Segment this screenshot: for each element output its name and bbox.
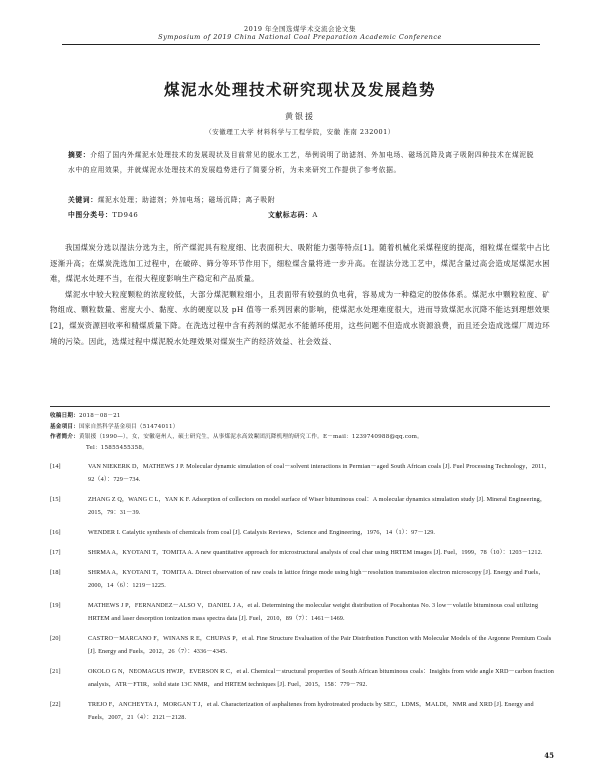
reference-text: SHRMA A，KYOTANI T，TOMITA A. A new quantitative approach for microstructural analysis of coal char using HRTEM images [J]. Fuel，1999，78（10）：1203－1212. xyxy=(88,548,543,556)
body-text xyxy=(50,240,550,349)
reference-item xyxy=(50,599,555,625)
reference-text: SHRMA A，KYOTANI T，TOMITA A. Direct observation of raw coals in lattice fringe mode using high－resolution transmission electron microscopy [J]. Energy and Fuels，2000，14（6）：1219－1225. xyxy=(88,568,545,589)
reference-item xyxy=(50,460,555,486)
reference-item xyxy=(50,665,555,691)
abstract xyxy=(68,148,538,178)
paper-title: 煤泥水处理技术研究现状及发展趋势 xyxy=(163,81,436,99)
reference-number: [15] xyxy=(50,496,61,503)
author-name: 黄银援 xyxy=(285,112,315,121)
reference-item xyxy=(50,526,555,539)
reference-item xyxy=(50,546,555,559)
keywords-label: 关键词： xyxy=(68,196,98,204)
reference-number: [17] xyxy=(50,548,61,556)
reference-item xyxy=(50,566,555,592)
reference-text: OKOLO G N，NEOMAGUS HWJP，EVERSON R C，et al. Chemical－structural properties of South African bituminous coals：Insights from wide angle XRD－carbon fraction analysis，ATR－FTIR，solid state 13C NMR，and HRTEM techniques [J]. Fuel，2015，158：779－792. xyxy=(88,667,554,688)
body-paragraph-1: 我国煤炭分选以湿法分选为主，所产煤泥具有粒度细、比表面积大、吸附能力强等特点[1]。随着机械化采煤程度的提高，细粒煤在煤浆中占比逐渐升高；在煤炭洗选加工过程中，在破碎、筛分等环节作用下，细粒煤含量将进一步升高。在湿法分选工艺中，煤泥含量过高会造成尾煤泥水困难，煤泥水处理不当，在很大程度影响生产稳定和产品质量。 xyxy=(50,243,550,284)
footnote xyxy=(50,411,550,453)
clc-value: TD946 xyxy=(112,211,139,219)
author-contact: Tel：15855455358。 xyxy=(86,444,148,451)
reference-number: [14] xyxy=(50,463,61,470)
reference-text: VAN NIEKERK D，MATHEWS J P. Molecular dynamic simulation of coal－solvent interactions in Permian－aged South African coals [J]. Fuel Processing Technology，2011，92（4）：729－734. xyxy=(88,463,551,484)
running-header-cn: 2019 年全国选煤学术交流会论文集 xyxy=(243,25,357,33)
reference-number: [21] xyxy=(50,667,61,675)
fund-text: 国家自然科学基金项目（51474011） xyxy=(78,423,179,430)
reference-text: MATHEWS J P，FERNANDEZ－ALSO V，DANIEL J A，et al. Determining the molecular weight distribution of Pocahontas No. 3 low－volatile bituminous coal utilizing HRTEM and laser desorption ionization mass spectra data [J]. Fuel，2010，89（7）：1461－1469. xyxy=(88,601,539,622)
author-affiliation: （安徽理工大学 材料科学与工程学院，安徽 淮南 232001） xyxy=(205,128,395,136)
reference-number: [20] xyxy=(50,634,61,642)
header-rule xyxy=(62,44,540,45)
reference-text: TREJO F，ANCHEYTA J，MORGAN T J，et al. Characterization of asphaltenes from hydrotreated products by SEC，LDMS，MALDI，NMR and XRD [J]. Energy and Fuels，2007，21（4）：2121－2128. xyxy=(88,700,534,721)
reference-number: [19] xyxy=(50,601,61,609)
keywords xyxy=(68,193,538,208)
reference-item xyxy=(50,698,555,724)
author-bio-text: 黄银援（1990—），女，安徽亳州人，硕士研究生，从事煤泥水高效絮团沉降机理的研究工作。E－mail：1239740988@qq.com。 xyxy=(78,434,423,440)
reference-number: [16] xyxy=(50,529,61,536)
received-label: 收稿日期： xyxy=(50,413,79,419)
abstract-text: 介绍了国内外煤泥水处理技术的发展现状及目前常见的脱水工艺，举例说明了助滤剂、外加电场、磁场沉降及离子吸附四种技术在煤泥脱水中的应用效果，并就煤泥水处理技术的发展趋势进行了简要分析，为未来研究工作提供了参考依据。 xyxy=(68,151,535,174)
running-header-en: Symposium of 2019 China National Coal Preparation Academic Conference xyxy=(158,33,442,41)
body-paragraph-2: 煤泥水中较大粒度颗粒的浓度较低，大部分煤泥颗粒细小，且表面带有较强的负电荷，容易成为一种稳定的胶体体系。煤泥水中颗粒粒度、矿物组成、颗粒数量、密度大小、黏度、水的硬度以及 pH 值等一系列因素的影响，使煤泥水处理难度很大，进而导致煤泥水沉降不能达到理想效果[2]，煤炭资源回收率和精煤质量下降。在洗选过程中含有药剂的煤泥水不能循环使用，这些问题不但造成水资源浪费，而且还会造成选煤厂周边环境的污染。因此，选煤过程中煤泥脱水处理效果对煤炭生产的经济效益、社会效益、 xyxy=(50,289,550,346)
reference-text: WENDER I. Catalytic synthesis of chemicals from coal [J]. Catalysis Reviews，Science and Engineering，1976，14（1）：97－129. xyxy=(88,529,436,536)
keywords-text: 煤泥水处理；助滤剂；外加电场；磁场沉降；离子吸附 xyxy=(97,196,276,204)
footnote-rule xyxy=(50,406,550,407)
fund-label: 基金项目： xyxy=(50,423,79,430)
doc-code-label: 文献标志码： xyxy=(268,211,313,219)
clc-label: 中图分类号： xyxy=(68,211,113,219)
reference-text: ZHANG Z Q，WANG C L，YAN K F. Adsorption of collectors on model surface of Wiser bituminous coal：A molecular dynamics simulation study [J]. Mineral Engineering，2015，79：31－39. xyxy=(88,496,547,517)
abstract-label: 摘要： xyxy=(68,151,91,159)
reference-number: [22] xyxy=(50,700,61,708)
reference-item xyxy=(50,632,555,658)
received-date: 2018－08－21 xyxy=(78,413,121,419)
reference-list xyxy=(50,460,555,731)
reference-number: [18] xyxy=(50,568,61,576)
classification xyxy=(68,208,538,223)
doc-code-value: A xyxy=(312,211,318,219)
reference-text: CASTRO－MARCANO F，WINANS R E，CHUPAS P，et al. Fine Structure Evaluation of the Pair Distribution Function with Molecular Models of the Argonne Premium Coals [J]. Energy and Fuels，2012，26（7）：4336－4345. xyxy=(88,634,552,655)
page-number: 45 xyxy=(544,751,554,760)
reference-item xyxy=(50,493,555,519)
author-bio-label: 作者简介： xyxy=(50,434,79,440)
